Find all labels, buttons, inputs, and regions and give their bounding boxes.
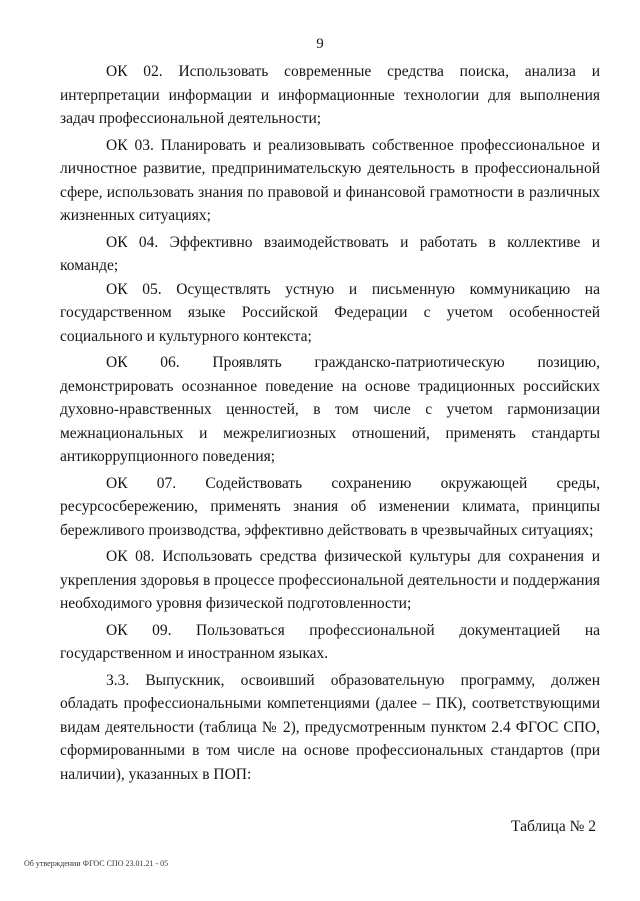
- paragraph-ok-03: ОК 03. Планировать и реализовывать собственное профессиональное и личностное развитие, предпринимательскую деятельность в профессиональной сфере, использовать знания по правовой и финансовой грамотности в различных жизненных ситуациях;: [60, 136, 600, 224]
- paragraph-ok-02: ОК 02. Использовать современные средства поиска, анализа и интерпретации информации и информационные технологии для выполнения задач профессиональной деятельности;: [60, 63, 600, 127]
- footer-note: Об утверждении ФГОС СПО 23.01.21 - 05: [24, 859, 169, 868]
- paragraph-ok-04: ОК 04. Эффективно взаимодействовать и работать в коллективе и команде;: [60, 233, 600, 274]
- table-caption: Таблица № 2: [511, 818, 596, 835]
- paragraph-ok-09: ОК 09. Пользоваться профессиональной документацией на государственном и иностранном языках.: [60, 621, 600, 662]
- document-body: [60, 60, 600, 789]
- paragraph-3-3: 3.3. Выпускник, освоивший образовательную программу, должен обладать профессиональными компетенциями (далее – ПК), соответствующими видам деятельности (таблица № 2), предусмотренным пунктом 2.4 ФГОС СПО, сформированными в том числе на основе профессиональных стандартов (при наличии), указанных в ПОП:: [60, 671, 600, 783]
- page-number: 9: [316, 36, 324, 52]
- paragraph-ok-05: ОК 05. Осуществлять устную и письменную коммуникацию на государственном языке Российской Федерации с учетом особенностей социального и культурного контекста;: [60, 280, 600, 345]
- paragraph-ok-08: ОК 08. Использовать средства физической культуры для сохранения и укрепления здоровья в процессе профессиональной деятельности и поддержания необходимого уровня физической подготовленности;: [60, 548, 600, 612]
- paragraph-ok-06: ОК 06. Проявлять гражданско-патриотическую позицию, демонстрировать осознанное поведение на основе традиционных российских духовно-нравственных ценностей, в том числе с учетом гармонизации межнациональных и межрелигиозных отношений, применять стандарты антикоррупционного поведения;: [60, 354, 600, 465]
- paragraph-ok-07: ОК 07. Содействовать сохранению окружающей среды, ресурсосбережению, применять знания об изменении климата, принципы бережливого производства, эффективно действовать в чрезвычайных ситуациях;: [60, 474, 600, 539]
